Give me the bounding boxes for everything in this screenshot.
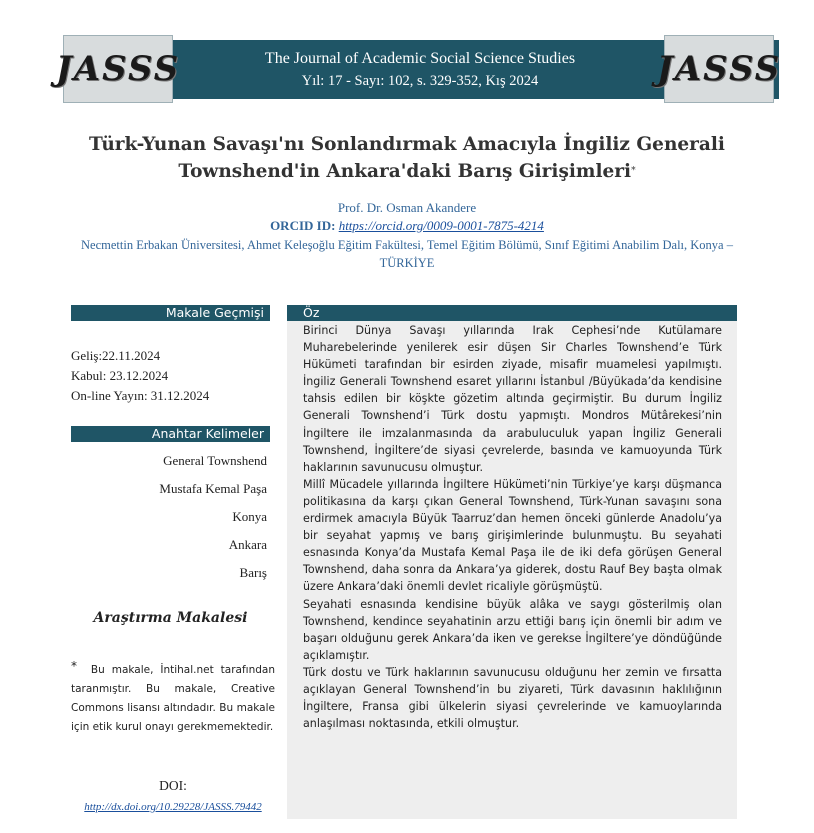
doi-label: DOI: xyxy=(159,778,187,793)
orcid-line xyxy=(0,218,814,234)
keyword-item: Barış xyxy=(239,565,267,580)
received-date: Geliş:22.11.2024 xyxy=(71,348,161,363)
article-history-heading: Makale Geçmişi xyxy=(71,305,270,321)
footnote-mark: * xyxy=(71,659,77,673)
doi-link[interactable]: http://dx.doi.org/10.29228/JASSS.79442 xyxy=(84,801,262,813)
title-line-1: Türk-Yunan Savaşı'nı Sonlandırmak Amacıyla İngiliz Generali xyxy=(89,134,725,155)
accepted-date: Kabul: 23.12.2024 xyxy=(71,368,169,383)
abstract-paragraph: Seyahati esnasında kendisine büyük alâka ve saygı gösterilmiş olan Townshend, kendince seyahatinin arzu ettiği barış için önemli bir adım ve başarı olduğunu gerek Ankara’da iken ve gerekse İngiltere’ye döndüğünde açıklamıştır. xyxy=(303,597,722,662)
orcid-label: ORCID ID: xyxy=(270,218,336,233)
online-date: On-line Yayın: 31.12.2024 xyxy=(71,388,210,403)
author-name: Prof. Dr. Osman Akandere xyxy=(337,200,477,215)
abstract-paragraph: Millî Mücadele yıllarında İngiltere Hükümeti’nin Türkiye’ye karşı düşmanca politikasına da karşı çıkan General Townshend, Türk-Yunan savaşını sona erdirmek amacıyla Büyük Taarruz’dan hemen önceki günlerde Anadolu’ya bir seyahat yapmış ve barış girişimlerinde bulunmuştu. Bu seyahati esnasında Konya’da Mustafa Kemal Paşa ile de iki defa görüşen General Townshend, daha sonra da Ankara’ya giderek, dostu Rauf Bey başta olmak üzere Ankara’daki önemli devlet ricaliyle görüşmüştü. xyxy=(303,477,722,594)
keyword-item: General Townshend xyxy=(163,453,267,468)
abstract-paragraph: Birinci Dünya Savaşı yıllarında Irak Cephesi’nde Kutülamare Muharebelerinde yenilerek esir düşen Sir Charles Townshend’e Türk Hükümeti tarafından bir esirden ziyade, misafir muamelesi yapılmıştı. İngiliz Generali Townshend esaret yıllarını İstanbul /Büyükada’da kendisine tahsis edilen bir köşkte gözetim altında geçirmiştir. Bu durum İngiliz Generali Townshend’i Türk dostu yapmıştı. Mondros Mütârekesi’nin İngiltere ile imzalanmasında da arabuluculuk yapan İngiliz Generali Townshend, İngiltere’de siyasi çevrelerde, basında ve kamuoyunda Türk haklarının savunucusu olmuştur. xyxy=(303,324,722,474)
keywords-list xyxy=(71,452,267,592)
footnote xyxy=(71,661,275,737)
keyword-item: Ankara xyxy=(228,537,267,552)
article-type: Araştırma Makalesi xyxy=(93,610,248,626)
keyword-item: Mustafa Kemal Paşa xyxy=(159,481,267,496)
article-dates xyxy=(71,346,209,406)
author-affiliation: Necmettin Erbakan Üniversitesi, Ahmet Keleşoğlu Eğitim Fakültesi, Temel Eğitim Bölümü, Sınıf Eğitimi Anabilim Dalı, Konya – TÜRKİYE xyxy=(81,238,733,270)
abstract-heading: Öz xyxy=(287,305,737,321)
abstract-text xyxy=(303,322,722,732)
keyword-item: Konya xyxy=(232,509,267,524)
orcid-link[interactable]: https://orcid.org/0009-0001-7875-4214 xyxy=(338,218,544,233)
abstract-paragraph: Türk dostu ve Türk haklarının savunucusu olduğunu her zemin ve fırsatta açıklayan General Townshend’in bu ziyareti, Türk davasının haklılığının İngiltere, Fransa gibi ülkelerin siyasi çevrelerinde ve kamuoylarında anlaşılması noktasında, etkili olmuştur. xyxy=(303,665,722,731)
journal-info xyxy=(180,48,660,92)
issue-line: Yıl: 17 - Sayı: 102, s. 329-352, Kış 2024 xyxy=(301,73,539,89)
title-line-2: Townshend'in Ankara'daki Barış Girişimleri xyxy=(178,161,632,182)
footnote-text: Bu makale, İntihal.net tarafından taranmıştır. Bu makale, Creative Commons lisansı altındadır. Bu makale için etik kurul onayı gerekmemektedir. xyxy=(71,664,275,733)
jasss-logo-right: JASSS xyxy=(664,35,774,103)
article-title xyxy=(40,131,774,185)
jasss-logo-left: JASSS xyxy=(63,35,173,103)
journal-name: The Journal of Academic Social Science Studies xyxy=(264,50,576,67)
title-footnote-mark: * xyxy=(631,166,636,176)
keywords-heading: Anahtar Kelimeler xyxy=(71,426,270,442)
